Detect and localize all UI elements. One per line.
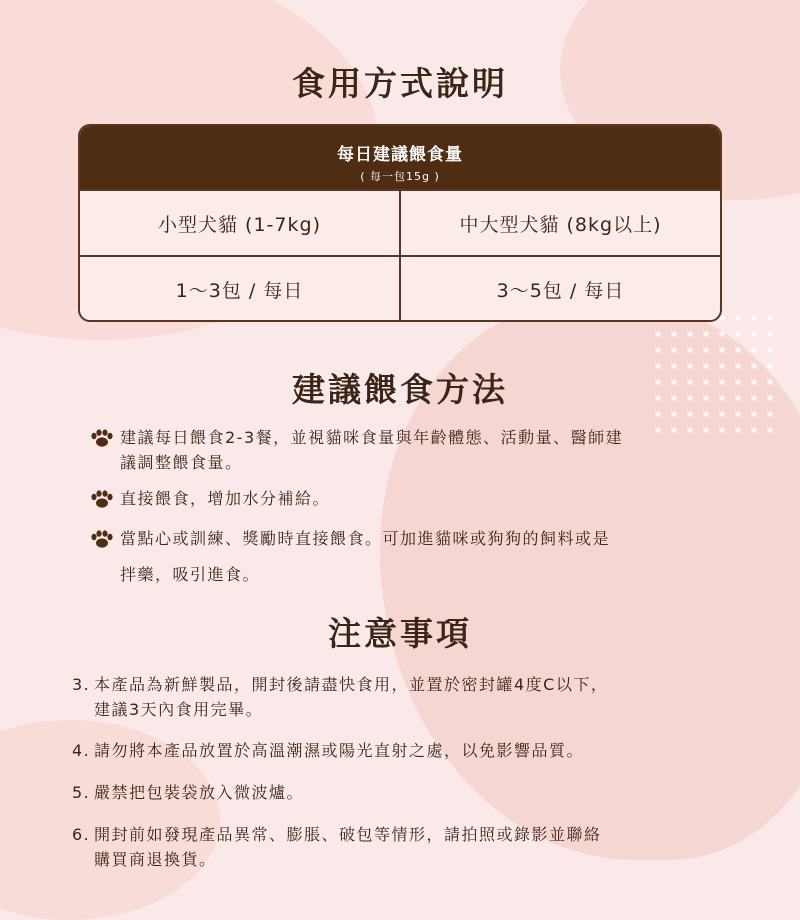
feeding-table xyxy=(78,124,722,322)
method-text: 議調整餵食量。 xyxy=(120,453,243,472)
table-title: 每日建議餵食量 xyxy=(337,145,463,165)
list-item xyxy=(72,738,732,763)
usage-heading: 食用方式說明 xyxy=(292,64,508,103)
note-number: 6. xyxy=(72,825,91,844)
notice-heading: 注意事項 xyxy=(328,614,472,653)
list-item xyxy=(72,780,732,805)
note-text: 開封前如發現產品異常、膨脹、破包等情形，請拍照或錄影並聯絡 xyxy=(94,825,602,844)
table-cell-small-amount: 1～3包 / 每日 xyxy=(175,279,304,302)
list-item xyxy=(90,425,730,475)
method-heading: 建議餵食方法 xyxy=(292,370,508,409)
method-text: 拌藥，吸引進食。 xyxy=(120,565,261,584)
note-text: 建議3天內食用完畢。 xyxy=(94,700,264,719)
list-item xyxy=(90,521,730,593)
paw-icon xyxy=(90,530,114,548)
method-text: 直接餵食，增加水分補給。 xyxy=(120,489,331,508)
list-item xyxy=(90,486,730,511)
note-number: 3. xyxy=(72,675,91,694)
method-text: 建議每日餵食2-3餐，並視貓咪食量與年齡體態、活動量、醫師建 xyxy=(120,428,624,447)
table-row-amounts xyxy=(80,255,720,321)
note-text: 本產品為新鮮製品，開封後請盡快食用，並置於密封罐4度C以下， xyxy=(94,675,609,694)
paw-icon xyxy=(90,490,114,508)
method-text: 當點心或訓練、獎勵時直接餵食。可加進貓咪或狗狗的飼料或是 xyxy=(120,529,611,548)
note-text: 嚴禁把包裝袋放入微波爐。 xyxy=(94,783,305,802)
note-text: 請勿將本產品放置於高溫潮濕或陽光直射之處，以免影響品質。 xyxy=(94,741,585,760)
note-text: 購買商退換貨。 xyxy=(94,850,217,869)
table-subtitle: ( 每一包15g ) xyxy=(360,170,440,183)
note-number: 4. xyxy=(72,741,91,760)
list-item xyxy=(72,672,732,722)
table-cell-large-size: 中大型犬貓 (8kg以上) xyxy=(399,191,720,255)
note-number: 5. xyxy=(72,783,91,802)
table-header xyxy=(80,126,720,189)
method-list xyxy=(90,425,730,593)
table-cell-small-size: 小型犬貓 (1-7kg) xyxy=(158,213,321,236)
table-row-sizes xyxy=(80,189,720,255)
list-item xyxy=(72,822,732,872)
paw-icon xyxy=(90,429,114,447)
table-cell-large-amount: 3～5包 / 每日 xyxy=(399,257,720,321)
